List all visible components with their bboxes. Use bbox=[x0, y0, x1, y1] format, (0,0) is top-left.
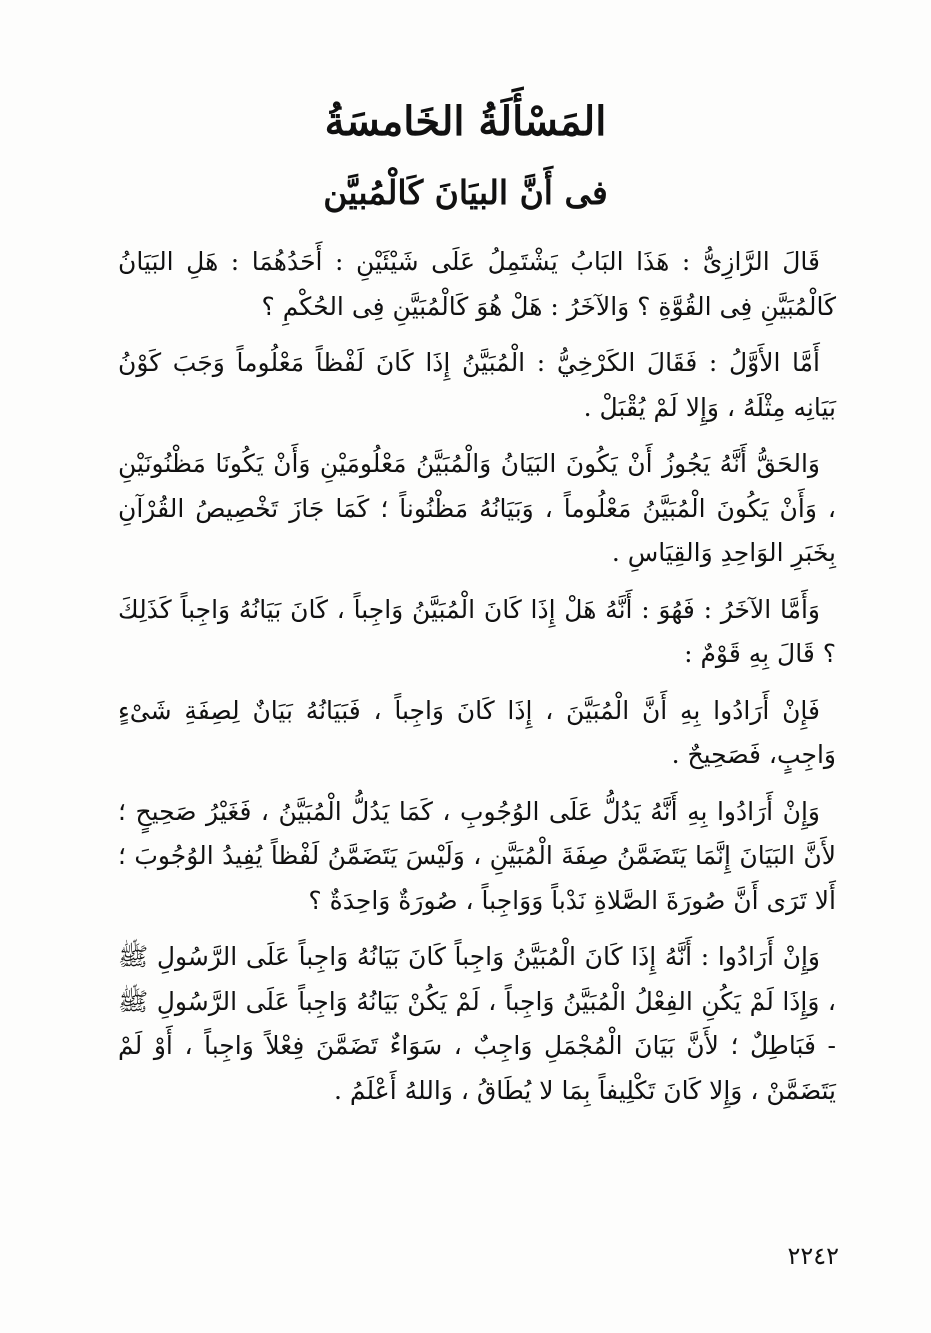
paragraph: قَالَ الرَّازِىُّ : هَذَا البَابُ يَشْتَمِلُ عَلَى شَيْئَيْنِ : أَحَدُهُمَا : هَلِ البَيَانُ كَالْمُبَيَّنِ فِى القُوَّةِ ؟ وَالآخَرُ : هَلْ هُوَ كَالْمُبَيَّنِ فِى الحُكْمِ ؟ bbox=[118, 247, 836, 321]
paragraph: وَأَمَّا الآخَرُ : فَهُوَ : أَنَّهُ هَلْ إِذَا كَانَ الْمُبَيَّنُ وَاجِباً ، كَانَ بَيَانُهُ وَاجِباً كَذَلِكَ ؟ قَالَ بِهِ قَوْمٌ : bbox=[118, 594, 836, 668]
section-title: المَسْأَلَةُ الخَامسَةُ bbox=[324, 98, 607, 145]
paragraph: وَإِنْ أَرَادُوا بِهِ أَنَّهُ يَدُلُّ عَلَى الوُجُوبِ ، كَمَا يَدُلُّ الْمُبَيَّنُ ، فَغَيْرُ صَحِيحٍ ؛ لأَنَّ البَيَانَ إِنَّمَا يَتَضَمَّنُ صِفَةَ الْمُبَيَّنِ ، وَلَيْسَ يَتَضَمَّنُ لَفْظاً يُفِيدُ الوُجُوبَ ؛ أَلا تَرَى أَنَّ صُورَةَ الصَّلاةِ نَدْباً وَوَاجِباً ، صُورَةٌ وَاحِدَةٌ ؟ bbox=[118, 796, 836, 915]
paragraph: فَإِنْ أَرَادُوا بِهِ أَنَّ الْمُبَيَّنَ ، إِذَا كَانَ وَاجِباً ، فَبَيَانُهُ بَيَانٌ لِصِفَةِ شَىْءٍ وَاجِبٍ، فَصَحِيحٌ . bbox=[118, 695, 836, 769]
paragraph: أَمَّا الأَوَّلُ : فَقَالَ الكَرْخِيُّ : الْمُبَيَّنُ إِذَا كَانَ لَفْظاً مَعْلُوماً وَجَبَ كَوْنُ بَيَانِه مِثْلَهُ ، وَإِلا لَمْ يُقْبَلْ . bbox=[118, 348, 836, 422]
body-text bbox=[118, 240, 836, 1125]
page-number: ٢٢٤٢ bbox=[787, 1242, 839, 1270]
section-subtitle: فى أَنَّ البيَانَ كَالْمُبيَّن bbox=[323, 173, 608, 212]
paragraph: وَالحَقُّ أَنَّهُ يَجُوزُ أَنْ يَكُونَ البَيَانُ وَالْمُبَيَّنُ مَعْلُومَيْنِ وَأَنْ يَكُونَا مَظْنُونَيْنِ ، وَأَنْ يَكُونَ الْمُبَيَّنُ مَعْلُوماً ، وَبَيَانُهُ مَظْنُوناً ؛ كَمَا جَازَ تَخْصِيصُ القُرْآنِ بِخَبَرِ الوَاحِدِ وَالقِيَاسِ . bbox=[118, 449, 836, 567]
paragraph: وَإِنْ أَرَادُوا : أَنَّهُ إِذَا كَانَ الْمُبَيَّنُ وَاجِباً كَانَ بَيَانُهُ وَاجِباً عَلَى الرَّسُولِ ﷺ ، وَإِذَا لَمْ يَكُنِ الفِعْلُ الْمُبَيَّنُ وَاجِباً ، لَمْ يَكُنْ بَيَانُهُ وَاجِباً عَلَى الرَّسُولِ ﷺ - فَبَاطِلٌ ؛ لأَنَّ بَيَانَ الْمُجْمَلِ وَاجِبٌ ، سَوَاءٌ تَضَمَّنَ فِعْلاً وَاجِباً ، أَوْ لَمْ يَتَضَمَّنْ ، وَإِلا كَانَ تَكْلِيفاً بِمَا لا يُطَاقُ ، وَاللهُ أَعْلَمُ . bbox=[118, 942, 836, 1105]
